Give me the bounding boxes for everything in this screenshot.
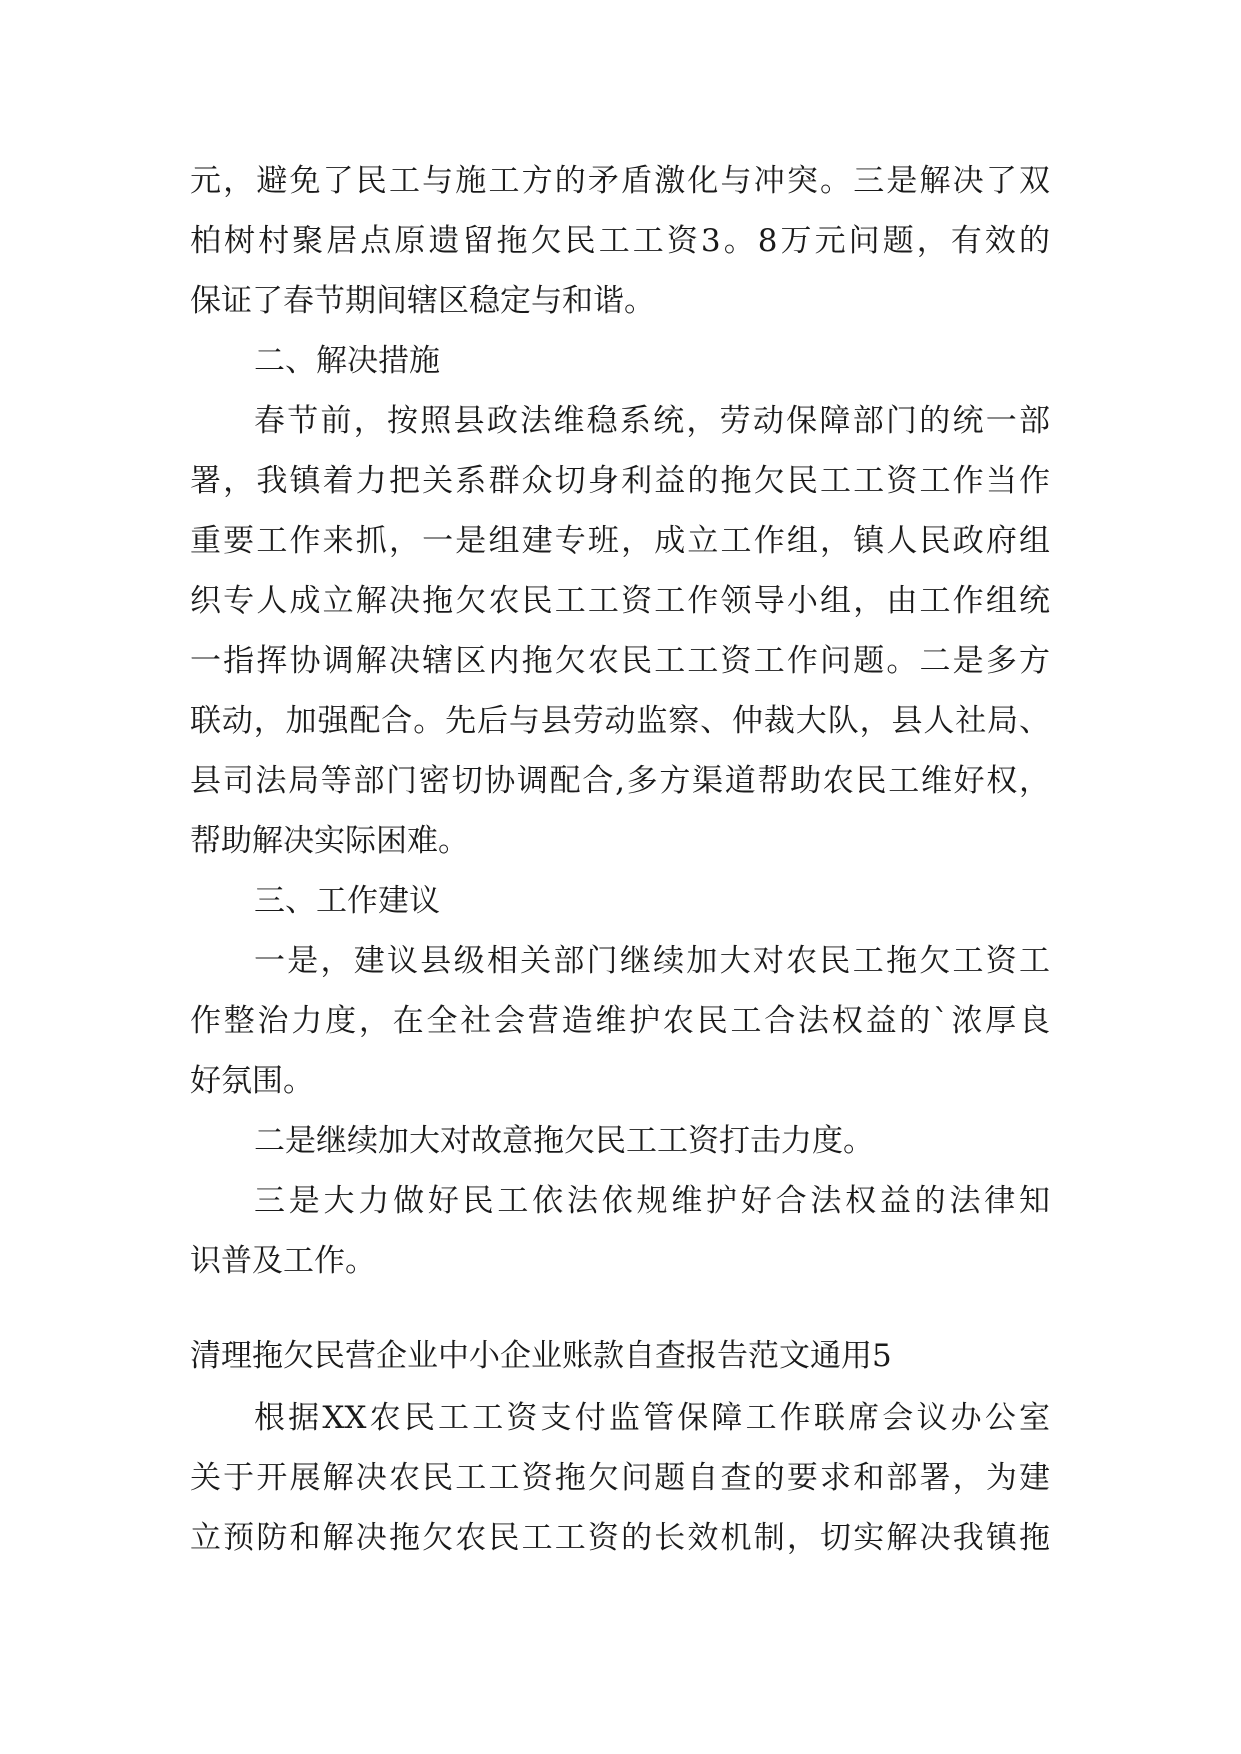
- paragraph-line: 县司法局等部门密切协调配合,多方渠道帮助农民工维好权，: [190, 763, 1050, 799]
- section-heading: 三、工作建议: [254, 883, 440, 919]
- paragraph-line: 联动，加强配合。先后与县劳动监察、仲裁大队，县人社局、: [190, 703, 1050, 739]
- paragraph-line: 保证了春节期间辖区稳定与和谐。: [190, 283, 655, 319]
- paragraph-line: 一是，建议县级相关部门继续加大对农民工拖欠工资工: [254, 943, 1050, 979]
- paragraph-line: 一指挥协调解决辖区内拖欠农民工工资工作问题。二是多方: [190, 643, 1050, 679]
- paragraph-line: 识普及工作。: [190, 1243, 376, 1279]
- section-heading: 二、解决措施: [254, 343, 440, 379]
- paragraph-line: 根据XX农民工工资支付监管保障工作联席会议办公室: [254, 1400, 1050, 1436]
- paragraph-line: 柏树村聚居点原遗留拖欠民工工资3。8万元问题，有效的: [190, 223, 1050, 259]
- document-title: 清理拖欠民营企业中小企业账款自查报告范文通用5: [190, 1338, 892, 1374]
- paragraph-line: 春节前，按照县政法维稳系统，劳动保障部门的统一部: [254, 403, 1050, 439]
- paragraph-line: 关于开展解决农民工工资拖欠问题自查的要求和部署，为建: [190, 1460, 1050, 1496]
- paragraph-line: 署，我镇着力把关系群众切身利益的拖欠民工工资工作当作: [190, 463, 1050, 499]
- paragraph-line: 重要工作来抓，一是组建专班，成立工作组，镇人民政府组: [190, 523, 1050, 559]
- paragraph-line: 作整治力度，在全社会营造维护农民工合法权益的`浓厚良: [190, 1003, 1050, 1039]
- paragraph-line: 立预防和解决拖欠农民工工资的长效机制，切实解决我镇拖: [190, 1520, 1050, 1556]
- paragraph-line: 好氛围。: [190, 1063, 314, 1099]
- paragraph-line: 三是大力做好民工依法依规维护好合法权益的法律知: [254, 1183, 1050, 1219]
- paragraph-line: 织专人成立解决拖欠农民工工资工作领导小组，由工作组统: [190, 583, 1050, 619]
- paragraph-line: 二是继续加大对故意拖欠民工工资打击力度。: [254, 1123, 874, 1159]
- paragraph-line: 元，避免了民工与施工方的矛盾激化与冲突。三是解决了双: [190, 163, 1050, 199]
- paragraph-line: 帮助解决实际困难。: [190, 823, 469, 859]
